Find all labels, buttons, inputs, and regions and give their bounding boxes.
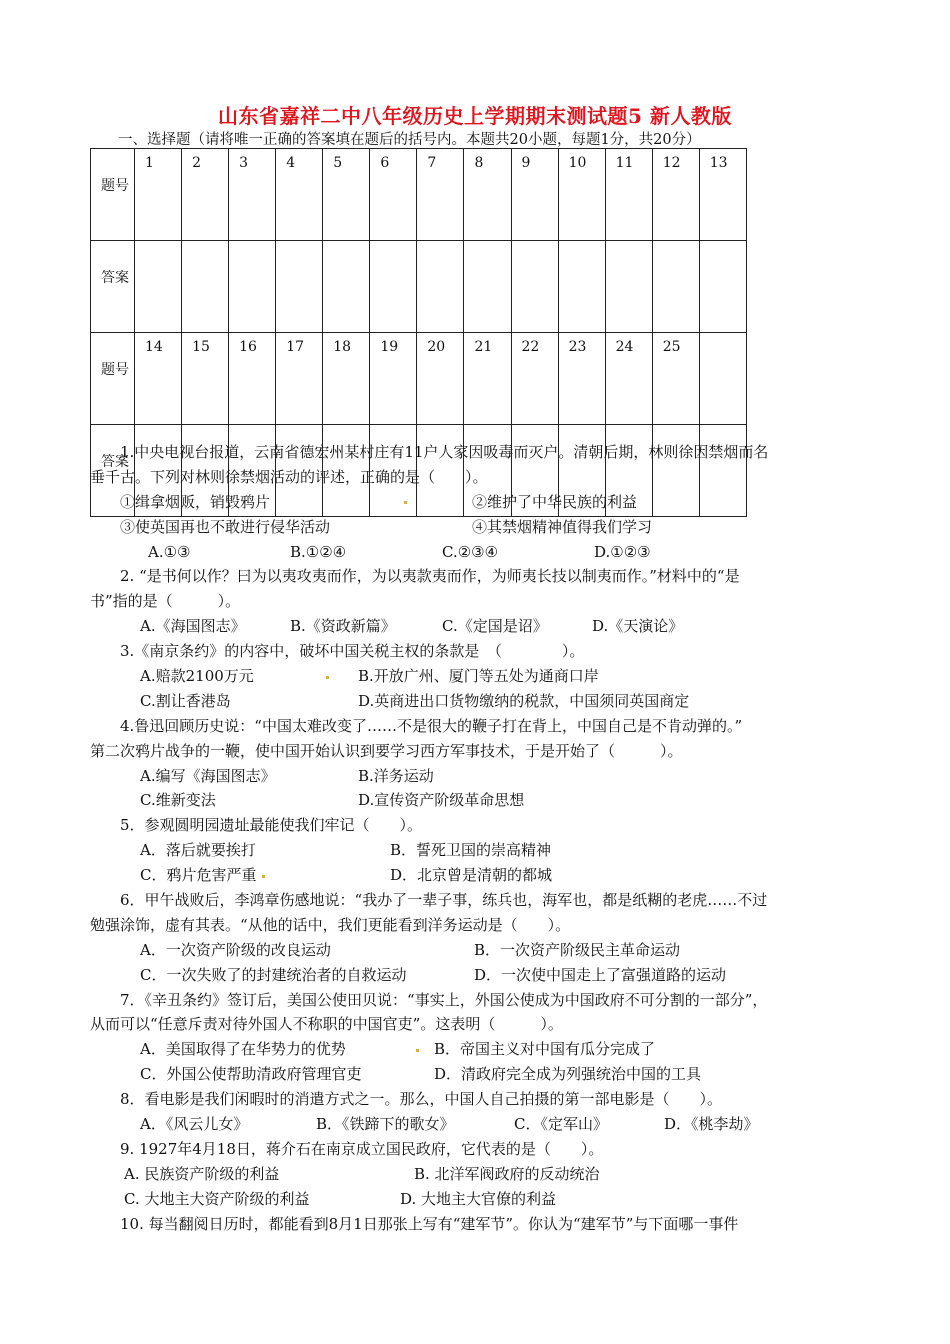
option-a[interactable]: A．一次资产阶级的改良运动	[140, 940, 331, 959]
option-b[interactable]: B.开放广州、厦门等五处为通商口岸	[358, 667, 599, 686]
option-a[interactable]: A. 民族资产阶级的利益	[124, 1164, 280, 1183]
option-d[interactable]: D．一次使中国走上了富强道路的运动	[474, 965, 727, 984]
answer-cell[interactable]	[511, 241, 558, 333]
option-d[interactable]: D．清政府完全成为列强统治中国的工具	[434, 1065, 702, 1084]
question-6-options-cd	[90, 963, 870, 988]
question-4-stem-cont: 第二次鸦片战争的一鞭，使中国开始认识到要学习西方军事技术，于是开始了（ ）。	[90, 741, 683, 760]
decor-dot	[412, 1037, 423, 1062]
question-2-options	[90, 614, 870, 639]
question-3-stem: 3.《南京条约》的内容中，破坏中国关税主权的条款是 （ ）。	[120, 642, 585, 661]
table-cell-number: 25	[652, 333, 699, 425]
option-b[interactable]: B.《资政新篇》	[290, 617, 396, 636]
answer-cell[interactable]	[464, 241, 511, 333]
question-5-stem: 5．参观圆明园遗址最能使我们牢记（ ）。	[120, 816, 423, 835]
question-7-options-ab	[90, 1037, 870, 1062]
decor-dot	[322, 664, 333, 689]
question-2-stem: 2. “是书何以作？曰为以夷攻夷而作，为以夷款夷而作，为师夷长技以制夷而作。”材料中的“是	[120, 567, 740, 586]
table-cell-number: 21	[464, 333, 511, 425]
row-label-number: 题号	[91, 149, 135, 241]
option-c[interactable]: C.《定国是诏》	[442, 617, 548, 636]
option-c[interactable]: C. 大地主大资产阶级的利益	[124, 1189, 310, 1208]
question-10-stem: 10. 每当翻阅日历时，都能看到8月1日那张上写有“建军节”。你认为“建军节”与下面哪一事件	[120, 1214, 739, 1233]
table-cell-number: 15	[182, 333, 229, 425]
option-a[interactable]: A.编写《海国图志》	[140, 766, 276, 785]
question-1-options	[90, 540, 870, 565]
questions	[90, 440, 870, 1237]
answer-cell[interactable]	[323, 241, 370, 333]
statement-2: ②维护了中华民族的利益	[472, 492, 638, 511]
question-6-options-ab	[90, 938, 870, 963]
question-5-options-cd	[90, 863, 870, 888]
table-cell-number: 7	[417, 149, 464, 241]
answer-cell[interactable]	[417, 241, 464, 333]
question-1-statements-a	[90, 490, 870, 515]
question-7-stem: 7．《辛丑条约》签订后，美国公使田贝说：“事实上，外国公使成为中国政府不可分割的一部分”，	[120, 990, 768, 1009]
table-cell-number: 10	[558, 149, 605, 241]
option-a[interactable]: A．落后就要挨打	[140, 841, 256, 860]
option-d[interactable]: D．《桃李劫》	[664, 1115, 759, 1134]
option-d[interactable]: D.英商进出口货物缴纳的税款，中国须同英国商定	[358, 691, 690, 710]
option-b[interactable]: B.①②④	[290, 542, 347, 561]
option-a[interactable]: A．《风云儿女》	[140, 1115, 249, 1134]
statement-1: ①缉拿烟贩，销毁鸦片	[120, 492, 271, 511]
table-cell-number: 14	[135, 333, 182, 425]
option-b[interactable]: B．一次资产阶级民主革命运动	[474, 940, 681, 959]
table-cell-number: 19	[370, 333, 417, 425]
table-cell-number: 23	[558, 333, 605, 425]
option-c[interactable]: C.割让香港岛	[140, 691, 231, 710]
table-cell-number	[699, 333, 746, 425]
question-4-options-cd	[90, 788, 870, 813]
question-8-stem: 8．看电影是我们闲暇时的消遣方式之一。那么，中国人自己拍摄的第一部电影是（ ）。	[120, 1090, 723, 1109]
option-b[interactable]: B.洋务运动	[358, 766, 434, 785]
question-9-stem: 9. 1927年4月18日，蒋介石在南京成立国民政府，它代表的是（ ）。	[120, 1139, 604, 1158]
question-5-options-ab	[90, 838, 870, 863]
decor-dot	[258, 863, 269, 888]
option-c[interactable]: C．外国公使帮助清政府管理官吏	[140, 1065, 362, 1084]
answer-cell[interactable]	[558, 241, 605, 333]
option-a[interactable]: A.①③	[148, 542, 191, 561]
option-d[interactable]: D. 大地主大官僚的利益	[400, 1189, 557, 1208]
table-cell-number: 5	[323, 149, 370, 241]
question-9-options-ab	[90, 1162, 870, 1187]
answer-cell[interactable]	[229, 241, 276, 333]
option-d[interactable]: D.《天演论》	[592, 617, 684, 636]
row-label-answer: 答案	[91, 425, 135, 517]
table-cell-number: 20	[417, 333, 464, 425]
option-b[interactable]: B．誓死卫国的崇高精神	[390, 841, 552, 860]
table-cell-number: 4	[276, 149, 323, 241]
question-4-stem: 4.鲁迅回顾历史说：“中国太难改变了……不是很大的鞭子打在背上，中国自己是不肯动弹的。”	[120, 716, 743, 735]
table-cell-number: 11	[605, 149, 652, 241]
question-9-options-cd	[90, 1187, 870, 1212]
table-cell-number: 9	[511, 149, 558, 241]
table-cell-number: 6	[370, 149, 417, 241]
option-d[interactable]: D.宣传资产阶级革命思想	[358, 791, 525, 810]
question-7-stem-cont: 从而可以“任意斥责对待外国人不称职的中国官吏”。这表明（ ）。	[90, 1015, 563, 1034]
question-7-options-cd	[90, 1062, 870, 1087]
option-b[interactable]: B. 北洋军阀政府的反动统治	[414, 1164, 600, 1183]
option-c[interactable]: C.维新变法	[140, 791, 216, 810]
answer-cell[interactable]	[652, 241, 699, 333]
option-a[interactable]: A.赔款2100万元	[140, 667, 254, 686]
answer-cell[interactable]	[135, 241, 182, 333]
option-b[interactable]: B．帝国主义对中国有瓜分完成了	[434, 1040, 656, 1059]
question-1-stem-cont: 垂千古。下列对林则徐禁烟活动的评述，正确的是（ ）。	[90, 467, 488, 486]
option-d[interactable]: D.①②③	[594, 542, 651, 561]
question-1-stem: 1.中央电视台报道，云南省德宏州某村庄有11户人家因吸毒而灭户。清朝后期，林则徐因禁烟而名	[120, 443, 769, 461]
decor-dot	[400, 490, 411, 515]
row-label-number: 题号	[91, 333, 135, 425]
table-cell-number: 12	[652, 149, 699, 241]
table-cell-number: 8	[464, 149, 511, 241]
table-cell-number: 2	[182, 149, 229, 241]
section-heading: 一、选择题（请将唯一正确的答案填在题后的括号内。本题共20小题，每题1分，共20分）	[118, 132, 701, 148]
question-6-stem-cont: 勉强涂饰，虚有其表。“从他的话中，我们更能看到洋务运动是（ ）。	[90, 915, 571, 934]
answer-cell[interactable]	[182, 241, 229, 333]
table-cell-number: 13	[699, 149, 746, 241]
table-cell-number: 22	[511, 333, 558, 425]
table-cell-number: 1	[135, 149, 182, 241]
number-row-2	[91, 333, 747, 425]
question-6-stem: 6．甲午战败后，李鸿章伤感地说：“我办了一辈子事，练兵也，海军也，都是纸糊的老虎……不过	[120, 891, 768, 910]
option-a[interactable]: A.《海国图志》	[140, 617, 246, 636]
question-8-options	[90, 1112, 870, 1137]
row-label-answer: 答案	[91, 241, 135, 333]
option-c[interactable]: C．鸦片危害严重	[140, 866, 257, 885]
question-3-options-cd	[90, 689, 870, 714]
answer-row-1	[91, 241, 747, 333]
number-row-1	[91, 149, 747, 241]
option-d[interactable]: D．北京曾是清朝的都城	[390, 866, 553, 885]
question-1-statements-b	[90, 515, 870, 540]
statement-3: ③使英国再也不敢进行侵华活动	[120, 517, 331, 536]
document-title: 山东省嘉祥二中八年级历史上学期期末测试题5 新人教版	[218, 104, 732, 128]
option-c[interactable]: C.②③④	[442, 542, 499, 561]
table-cell-number: 24	[605, 333, 652, 425]
option-a[interactable]: A．美国取得了在华势力的优势	[140, 1040, 346, 1059]
answer-cell[interactable]	[276, 241, 323, 333]
table-cell-number: 17	[276, 333, 323, 425]
answer-cell[interactable]	[605, 241, 652, 333]
table-cell-number: 16	[229, 333, 276, 425]
option-c[interactable]: C．一次失败了的封建统治者的自救运动	[140, 965, 407, 984]
question-4-options-ab	[90, 764, 870, 789]
option-b[interactable]: B．《铁蹄下的歌女》	[316, 1115, 455, 1134]
answer-cell[interactable]	[370, 241, 417, 333]
table-cell-number: 18	[323, 333, 370, 425]
table-cell-number: 3	[229, 149, 276, 241]
question-2-stem-cont: 书”指的是（ ）。	[90, 592, 241, 611]
statement-4: ④其禁烟精神值得我们学习	[472, 517, 653, 536]
question-3-options-ab	[90, 664, 870, 689]
answer-cell[interactable]	[699, 241, 746, 333]
option-c[interactable]: C．《定军山》	[514, 1115, 608, 1134]
